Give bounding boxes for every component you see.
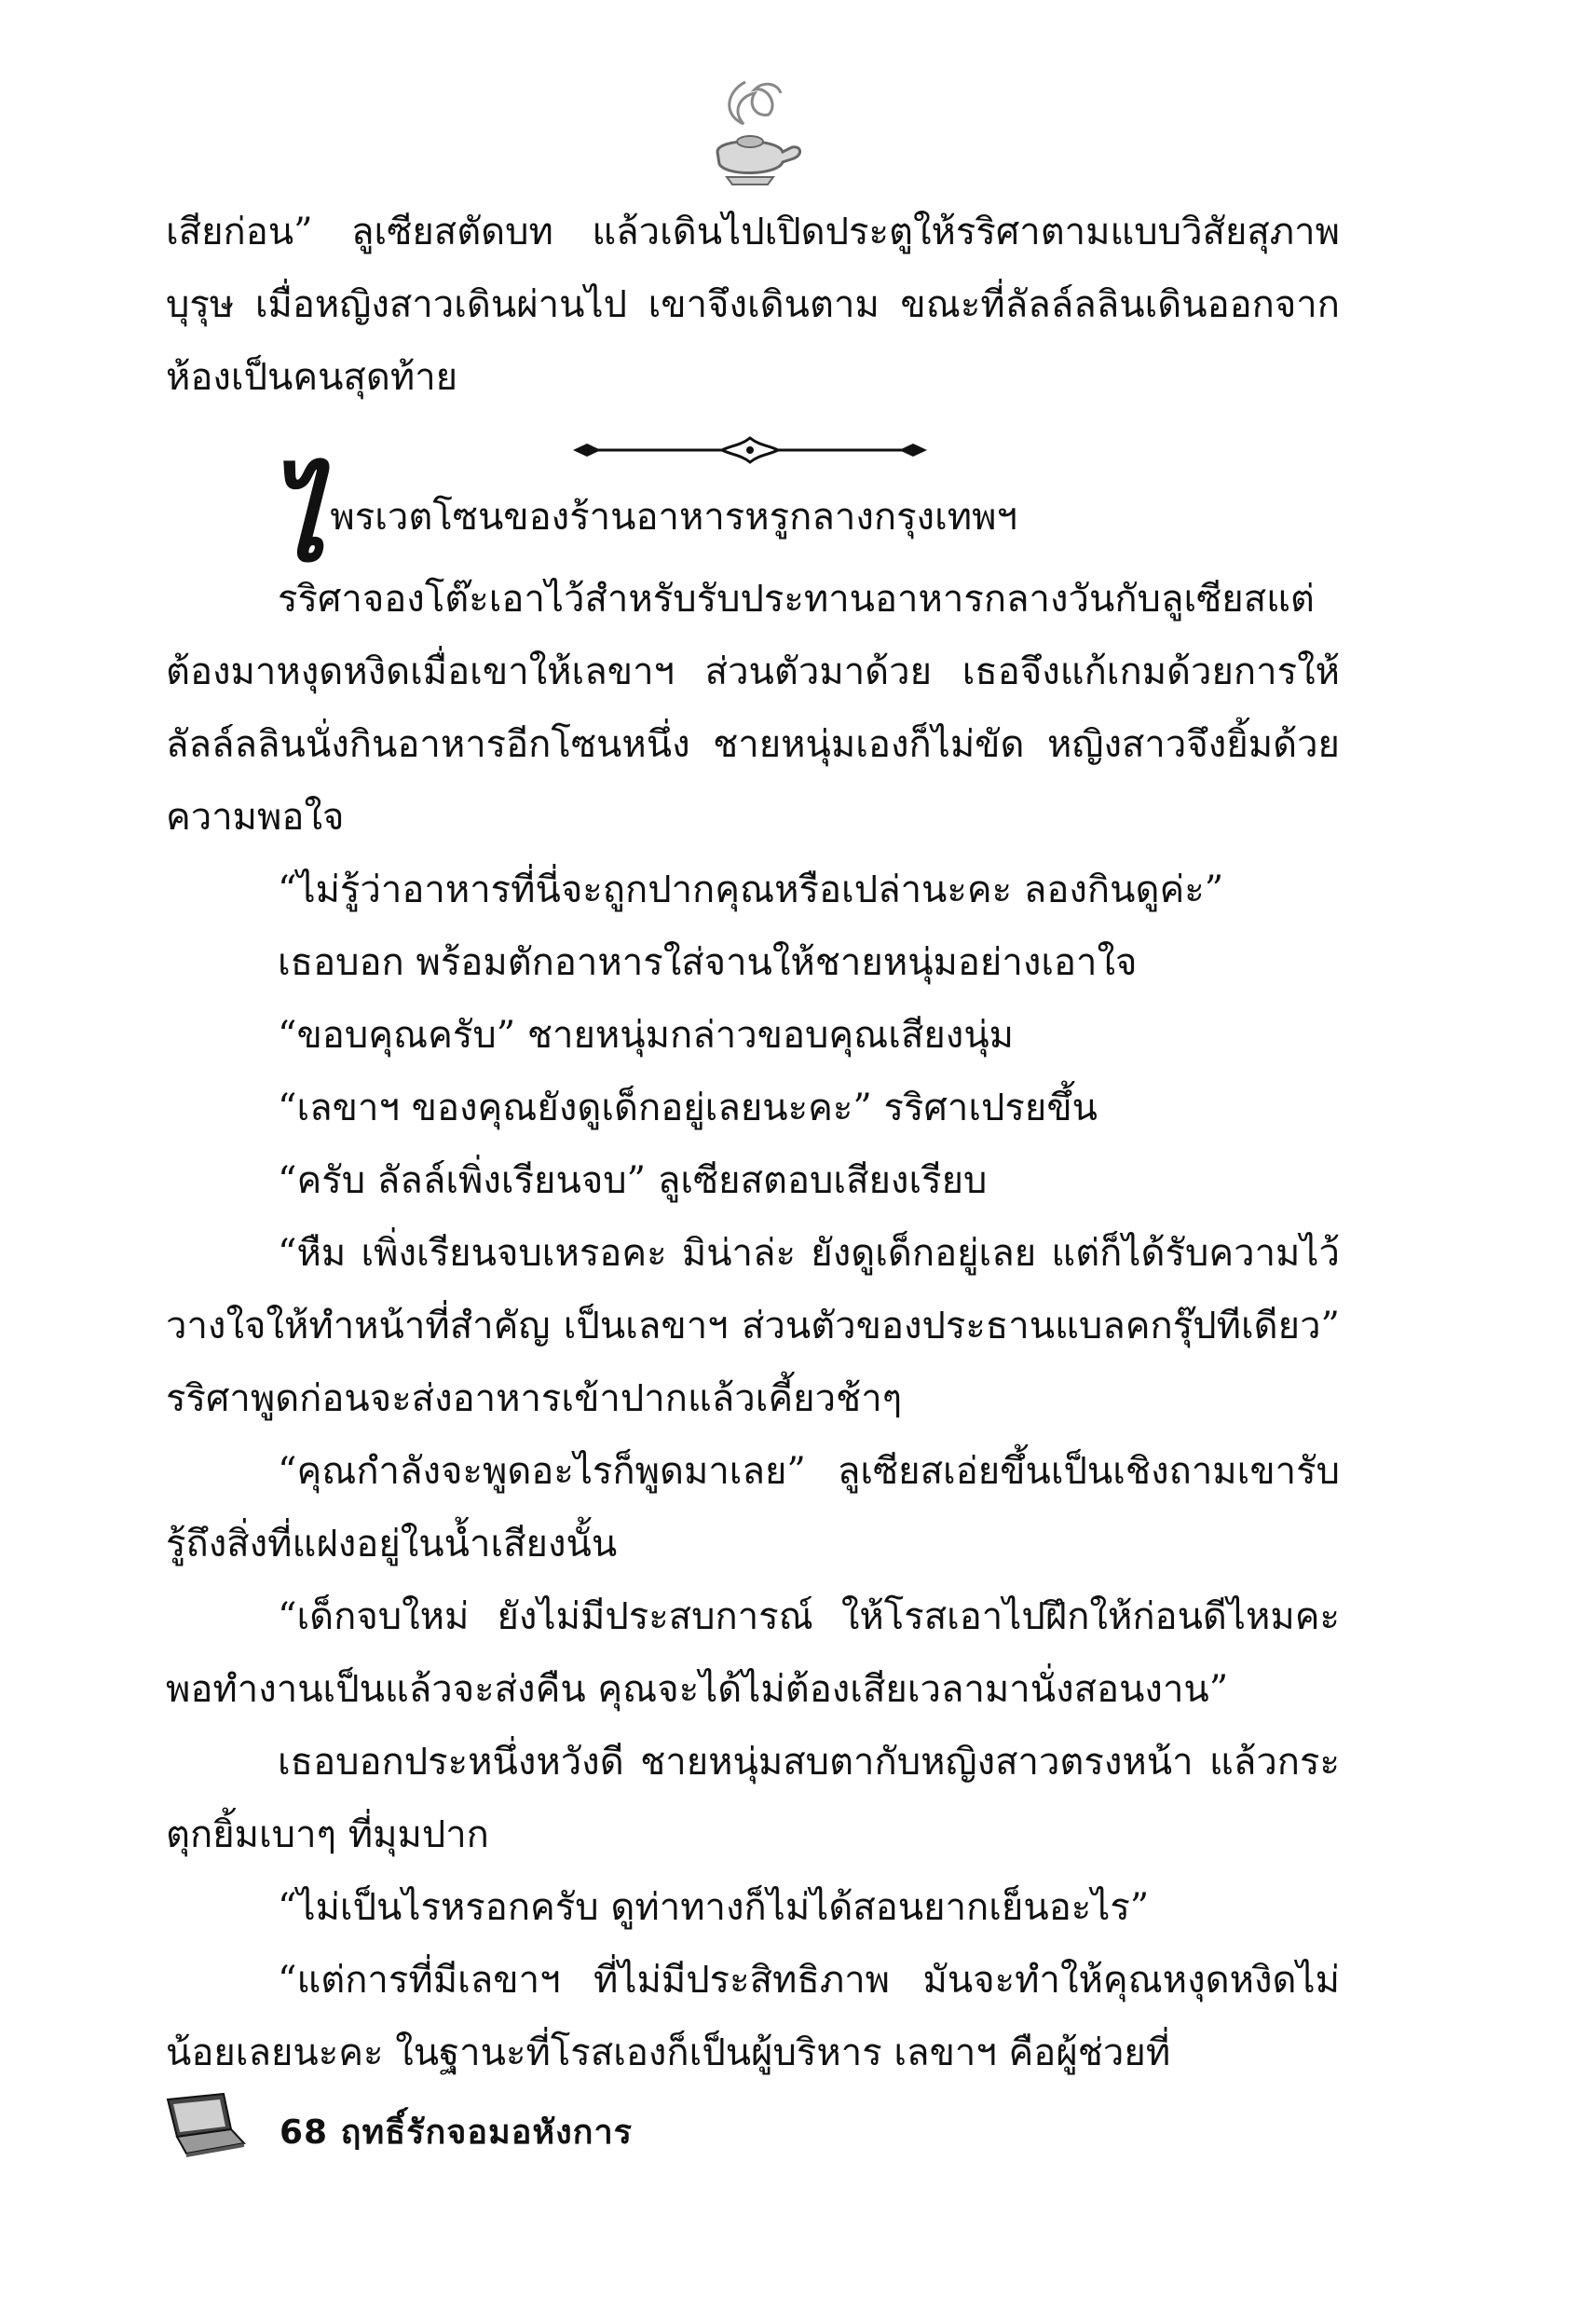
page-number: 68: [280, 2113, 329, 2152]
ornamental-divider-icon: [568, 427, 932, 473]
paragraph: เธอบอก พร้อมตักอาหารใส่จานให้ชายหนุ่มอย่างเอาใจ: [278, 941, 1138, 984]
paragraph: “เลขาฯ ของคุณยังดูเด็กอยู่เลยนะคะ” รริศาเปรยขึ้น: [278, 1087, 1098, 1129]
paragraph: “แต่การที่มีเลขาฯ ที่ไม่มีประสิทธิภาพ มันจะทำให้คุณหงุดหงิดไม่น้อยเลยนะคะ ในฐานะที่โรสเองก็เป็นผู้บริหาร เลขาฯ คือผู้ช่วยที่: [166, 1959, 1340, 2074]
intro-text: [166, 196, 1340, 414]
paragraph: “เด็กจบใหม่ ยังไม่มีประสบการณ์ ให้โรสเอาไปฝึกให้ก่อนดีไหมคะ พอทำงานเป็นแล้วจะส่งคืน คุณจะได้ไม่ต้องเสียเวลามานั่งสอนงาน”: [166, 1595, 1340, 1711]
paragraph: “ไม่รู้ว่าอาหารที่นี่จะถูกปากคุณหรือเปล่านะคะ ลองกินดูค่ะ”: [278, 868, 1224, 911]
paragraph: “ขอบคุณครับ” ชายหนุ่มกล่าวขอบคุณเสียงนุ่ม: [278, 1014, 1015, 1057]
paragraph: “คุณกำลังจะพูดอะไรก็พูดมาเลย” ลูเซียสเอ่ยขึ้นเป็นเชิงถามเขารับรู้ถึงสิ่งที่แฝงอยู่ในน้ำเสียงนั้น: [166, 1450, 1340, 1566]
book-title: ฤทธิ์รักจอมอหังการ: [340, 2113, 634, 2152]
laptop-icon: [158, 2092, 247, 2157]
paragraph: “ไม่เป็นไรหรอกครับ ดูท่าทางก็ไม่ได้สอนยากเย็นอะไร”: [278, 1886, 1150, 1929]
magic-lamp-ornament-icon: [689, 73, 811, 194]
paragraph: “ครับ ลัลล์เพิ่งเรียนจบ” ลูเซียสตอบเสียงเรียบ: [278, 1159, 988, 1202]
section-opening-text: พรเวตโซนของร้านอาหารหรูกลางกรุงเทพฯ: [330, 496, 1017, 539]
intro-paragraph: เสียก่อน” ลูเซียสตัดบท แล้วเดินไปเปิดประตูให้รริศาตามแบบวิสัยสุภาพบุรุษ เมื่อหญิงสาวเดินผ่านไป เขาจึงเดินตาม ขณะที่ลัลล์ลลินเดินออกจากห้องเป็นคนสุดท้าย: [166, 211, 1340, 399]
paragraph: รริศาจองโต๊ะเอาไว้สำหรับรับประทานอาหารกลางวันกับลูเซียสแต่ต้องมาหงุดหงิดเมื่อเขาให้เลขาฯ ส่วนตัวมาด้วย เธอจึงแก้เกมด้วยการให้ลัลล์ลลินนั่งกินอาหารอีกโซนหนึ่ง ชายหนุ่มเองก็ไม่ขัด หญิงสาวจึงยิ้มด้วยความพอใจ: [166, 578, 1340, 839]
footer-text: [280, 2105, 633, 2158]
section-opening-line: [166, 456, 1340, 587]
paragraph: เธอบอกประหนึ่งหวังดี ชายหนุ่มสบตากับหญิงสาวตรงหน้า แล้วกระตุกยิ้มเบาๆ ที่มุมปาก: [166, 1741, 1340, 1856]
section-opening: [166, 456, 1340, 587]
drop-cap: ไ: [268, 456, 325, 587]
page-footer: [158, 2092, 997, 2157]
paragraph: “หืม เพิ่งเรียนจบเหรอคะ มิน่าล่ะ ยังดูเด็กอยู่เลย แต่ก็ได้รับความไว้วางใจให้ทำหน้าที่สำคัญ เป็นเลขาฯ ส่วนตัวของประธานแบลคกรุ๊ปทีเดียว” รริศาพูดก่อนจะส่งอาหารเข้าปากแล้วเคี้ยวช้าๆ: [166, 1232, 1340, 1420]
body-text: [166, 563, 1340, 2089]
